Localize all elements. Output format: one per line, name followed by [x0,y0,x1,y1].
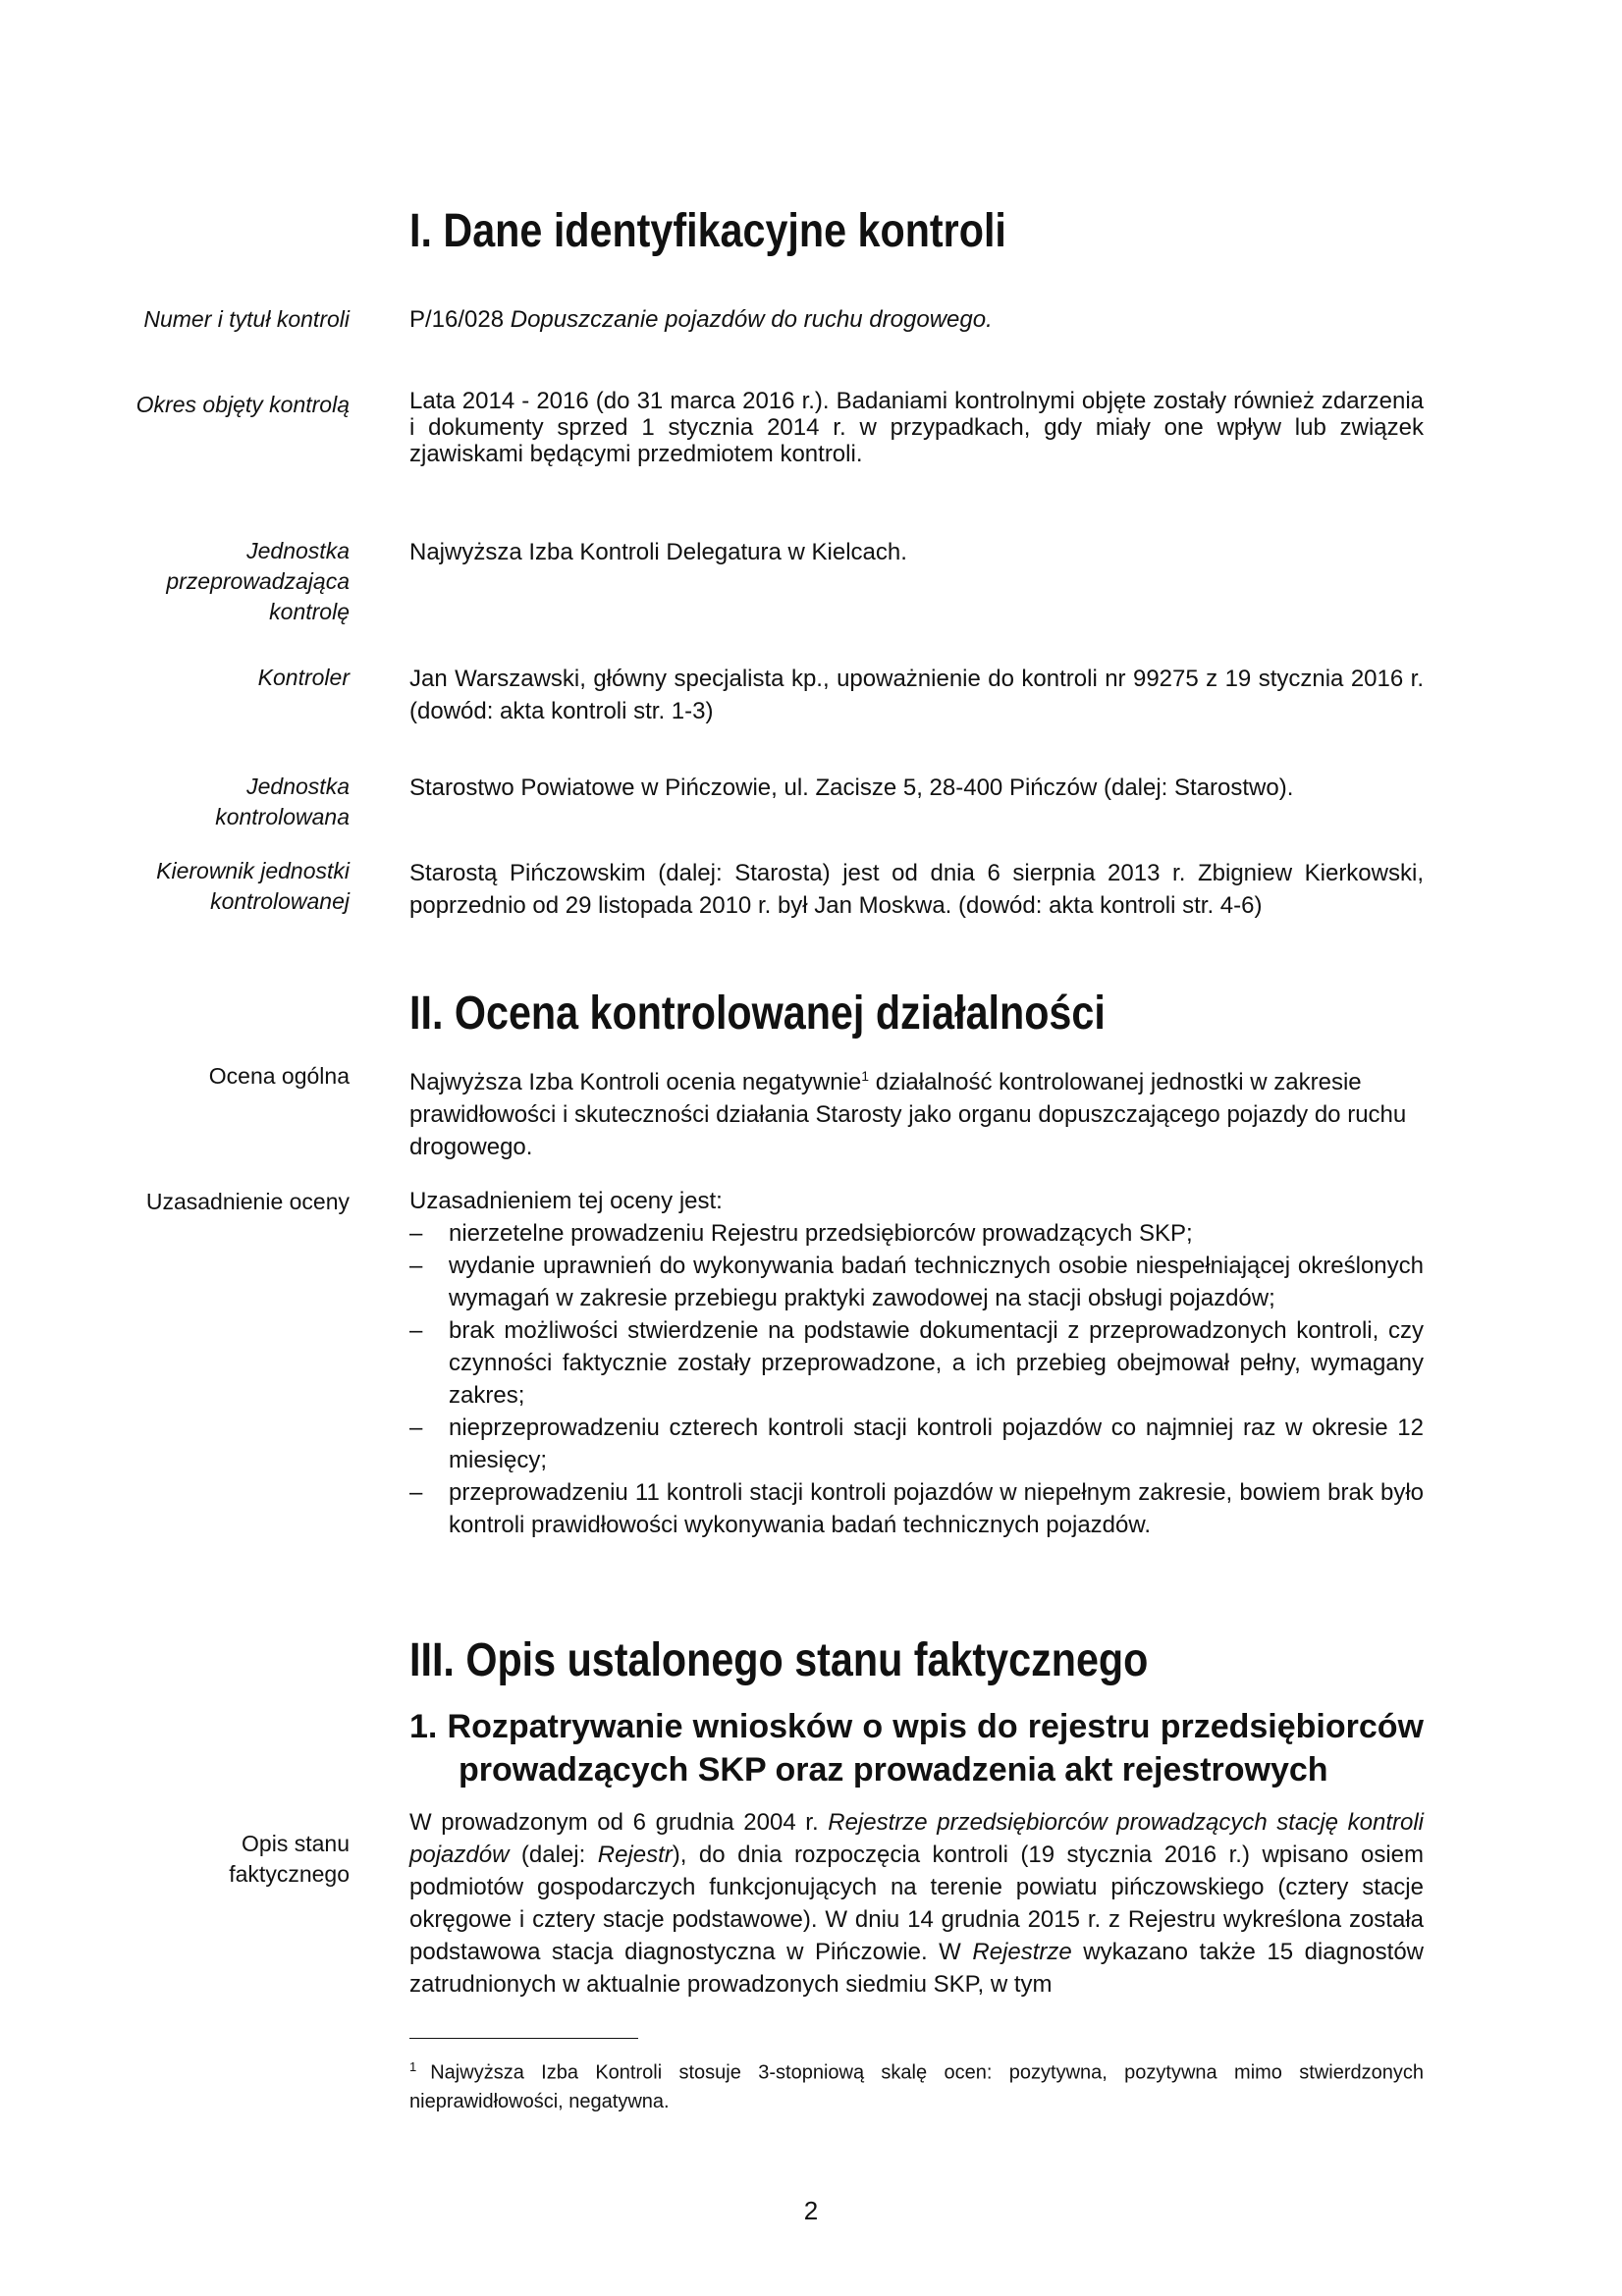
opis-stanu-text [409,1806,1424,2001]
numer-kontroli-code: P/16/028 [409,306,511,333]
list-item: – nieprzeprowadzeniu czterech kontroli stacji kontroli pojazdów co najmniej raz w okresie 12 miesięcy; [409,1412,1424,1476]
label-line: Jednostka [246,774,350,799]
kierownik-jednostki-text: Starostą Pińczowskim (dalej: Starosta) jest od dnia 6 sierpnia 2013 r. Zbigniew Kierkowski, poprzednio od 29 listopada 2010 r. był Jan Moskwa. (dowód: akta kontroli str. 4-6) [409,860,1424,919]
footnote-ref: 1 [861,1068,870,1084]
label-line: Kierownik jednostki [156,858,350,883]
paragraph-text: W prowadzonym od 6 grudnia 2004 r. [409,1809,829,1836]
list-item: – nierzetelne prowadzeniu Rejestru przedsiębiorców prowadzących SKP; [409,1217,1424,1250]
paragraph-text: wykazano także 15 diagnostów zatrudnionych w aktualnie prowadzonych siedmiu SKP, w tym [409,1939,1424,1998]
subheading-line: 1. Rozpatrywanie wniosków o wpis do rejestru przedsiębiorców [409,1708,1424,1745]
label-ocena-ogolna: Ocena ogólna [208,1063,350,1089]
label-jednostka-kontrolowana [98,772,350,832]
label-uzasadnienie-oceny: Uzasadnienie oceny [145,1189,350,1214]
paragraph-text: ), do dnia rozpoczęcia kontroli (19 stycznia 2016 r.) wpisano osiem podmiotów gospodarczych funkcjonujących na terenie powiatu pińczowskiego (cztery stacje okręgowe i cztery stacje podstawowe). W dniu 14 grudnia 2015 r. z Rejestru wykreślona została podstawowa stacja diagnostyczna w Pińczowie. W [409,1842,1424,1965]
label-line: faktycznego [229,1861,350,1887]
list-item: – przeprowadzeniu 11 kontroli stacji kontroli pojazdów w niepełnym zakresie, bowiem brak było kontroli prawidłowości wykonywania badań technicznych pojazdów. [409,1476,1424,1541]
label-line: kontrolowana [215,804,350,829]
paragraph-italic: Rejestr [597,1842,673,1868]
label-jednostka-przeprowadzajaca [98,536,350,627]
paragraph-italic: Rejestrze przedsiębiorców prowadzących stację kontroli pojazdów [409,1809,1424,1868]
jednostka-przeprowadzajaca-text: Najwyższa Izba Kontroli Delegatura w Kielcach. [409,539,907,565]
label-kierownik-jednostki [98,856,350,917]
label-line: Opis stanu [242,1831,350,1856]
list-item: – brak możliwości stwierdzenie na podstawie dokumentacji z przeprowadzonych kontroli, czy czynności faktycznie zostały przeprowadzone, a ich przebieg obejmował pełny, wymagany zakres; [409,1314,1424,1412]
kontroler-text: Jan Warszawski, główny specjalista kp., upoważnienie do kontroli nr 99275 z 19 stycznia 2016 r. (dowód: akta kontroli str. 1-3) [409,666,1424,724]
subheading-line: prowadzących SKP oraz prowadzenia akt rejestrowych [459,1751,1328,1789]
label-line: kontrolowanej [210,888,350,914]
footnote-separator [409,2038,638,2039]
okres-kontroli-text: Lata 2014 - 2016 (do 31 marca 2016 r.). Badaniami kontrolnymi objęte zostały również zdarzenia i dokumenty sprzed 1 stycznia 2014 r. w przypadkach, gdy miały one wpływ lub związek zjawiskami będącymi przedmiotem kontroli. [409,388,1424,467]
ocena-ogolna-text [409,1060,1424,1163]
footnote [409,2053,1424,2116]
label-line: kontrolę [269,599,350,624]
list-item: – wydanie uprawnień do wykonywania badań technicznych osobie niespełniającej określonych wymagań w zakresie przebiegu praktyki zawodowej na stacji obsługi pojazdów; [409,1250,1424,1314]
footnote-text: Najwyższa Izba Kontroli stosuje 3-stopniową skalę ocen: pozytywna, pozytywna mimo stwierdzonych nieprawidłowości, negatywna. [409,2061,1424,2112]
uzasadnienie-list [409,1217,1424,1541]
label-kontroler: Kontroler [257,665,350,690]
section-2-heading: II. Ocena kontrolowanej działalności [409,988,1106,1040]
page-number: 2 [803,2196,819,2225]
label-line: Jednostka [246,538,350,563]
uzasadnienie-text [409,1185,1424,1541]
label-opis-stanu [98,1829,350,1890]
ocena-text-start: Najwyższa Izba Kontroli ocenia negatywnie [409,1069,862,1095]
jednostka-kontrolowana-text: Starostwo Powiatowe w Pińczowie, ul. Zacisze 5, 28-400 Pińczów (dalej: Starostwo). [409,774,1294,801]
numer-kontroli-text [409,303,1424,336]
section-3-heading: III. Opis ustalonego stanu faktycznego [409,1634,1149,1686]
label-okres-kontroli: Okres objęty kontrolą [135,392,350,417]
subsection-1-heading [409,1705,1424,1791]
label-line: przeprowadzająca [166,568,350,594]
label-numer-kontroli: Numer i tytuł kontroli [143,306,350,332]
footnote-number: 1 [409,2059,417,2074]
section-1-heading: I. Dane identyfikacyjne kontroli [409,205,1006,257]
paragraph-italic: Rejestrze [972,1939,1072,1965]
numer-kontroli-title: Dopuszczanie pojazdów do ruchu drogowego. [510,306,993,333]
paragraph-text: (dalej: [509,1842,598,1868]
ocena-text-end: działalność kontrolowanej jednostki w zakresie prawidłowości i skuteczności działania Starosty jako organu dopuszczającego pojazdy do ruchu drogowego. [409,1069,1407,1160]
uzasadnienie-intro: Uzasadnieniem tej oceny jest: [409,1188,723,1214]
